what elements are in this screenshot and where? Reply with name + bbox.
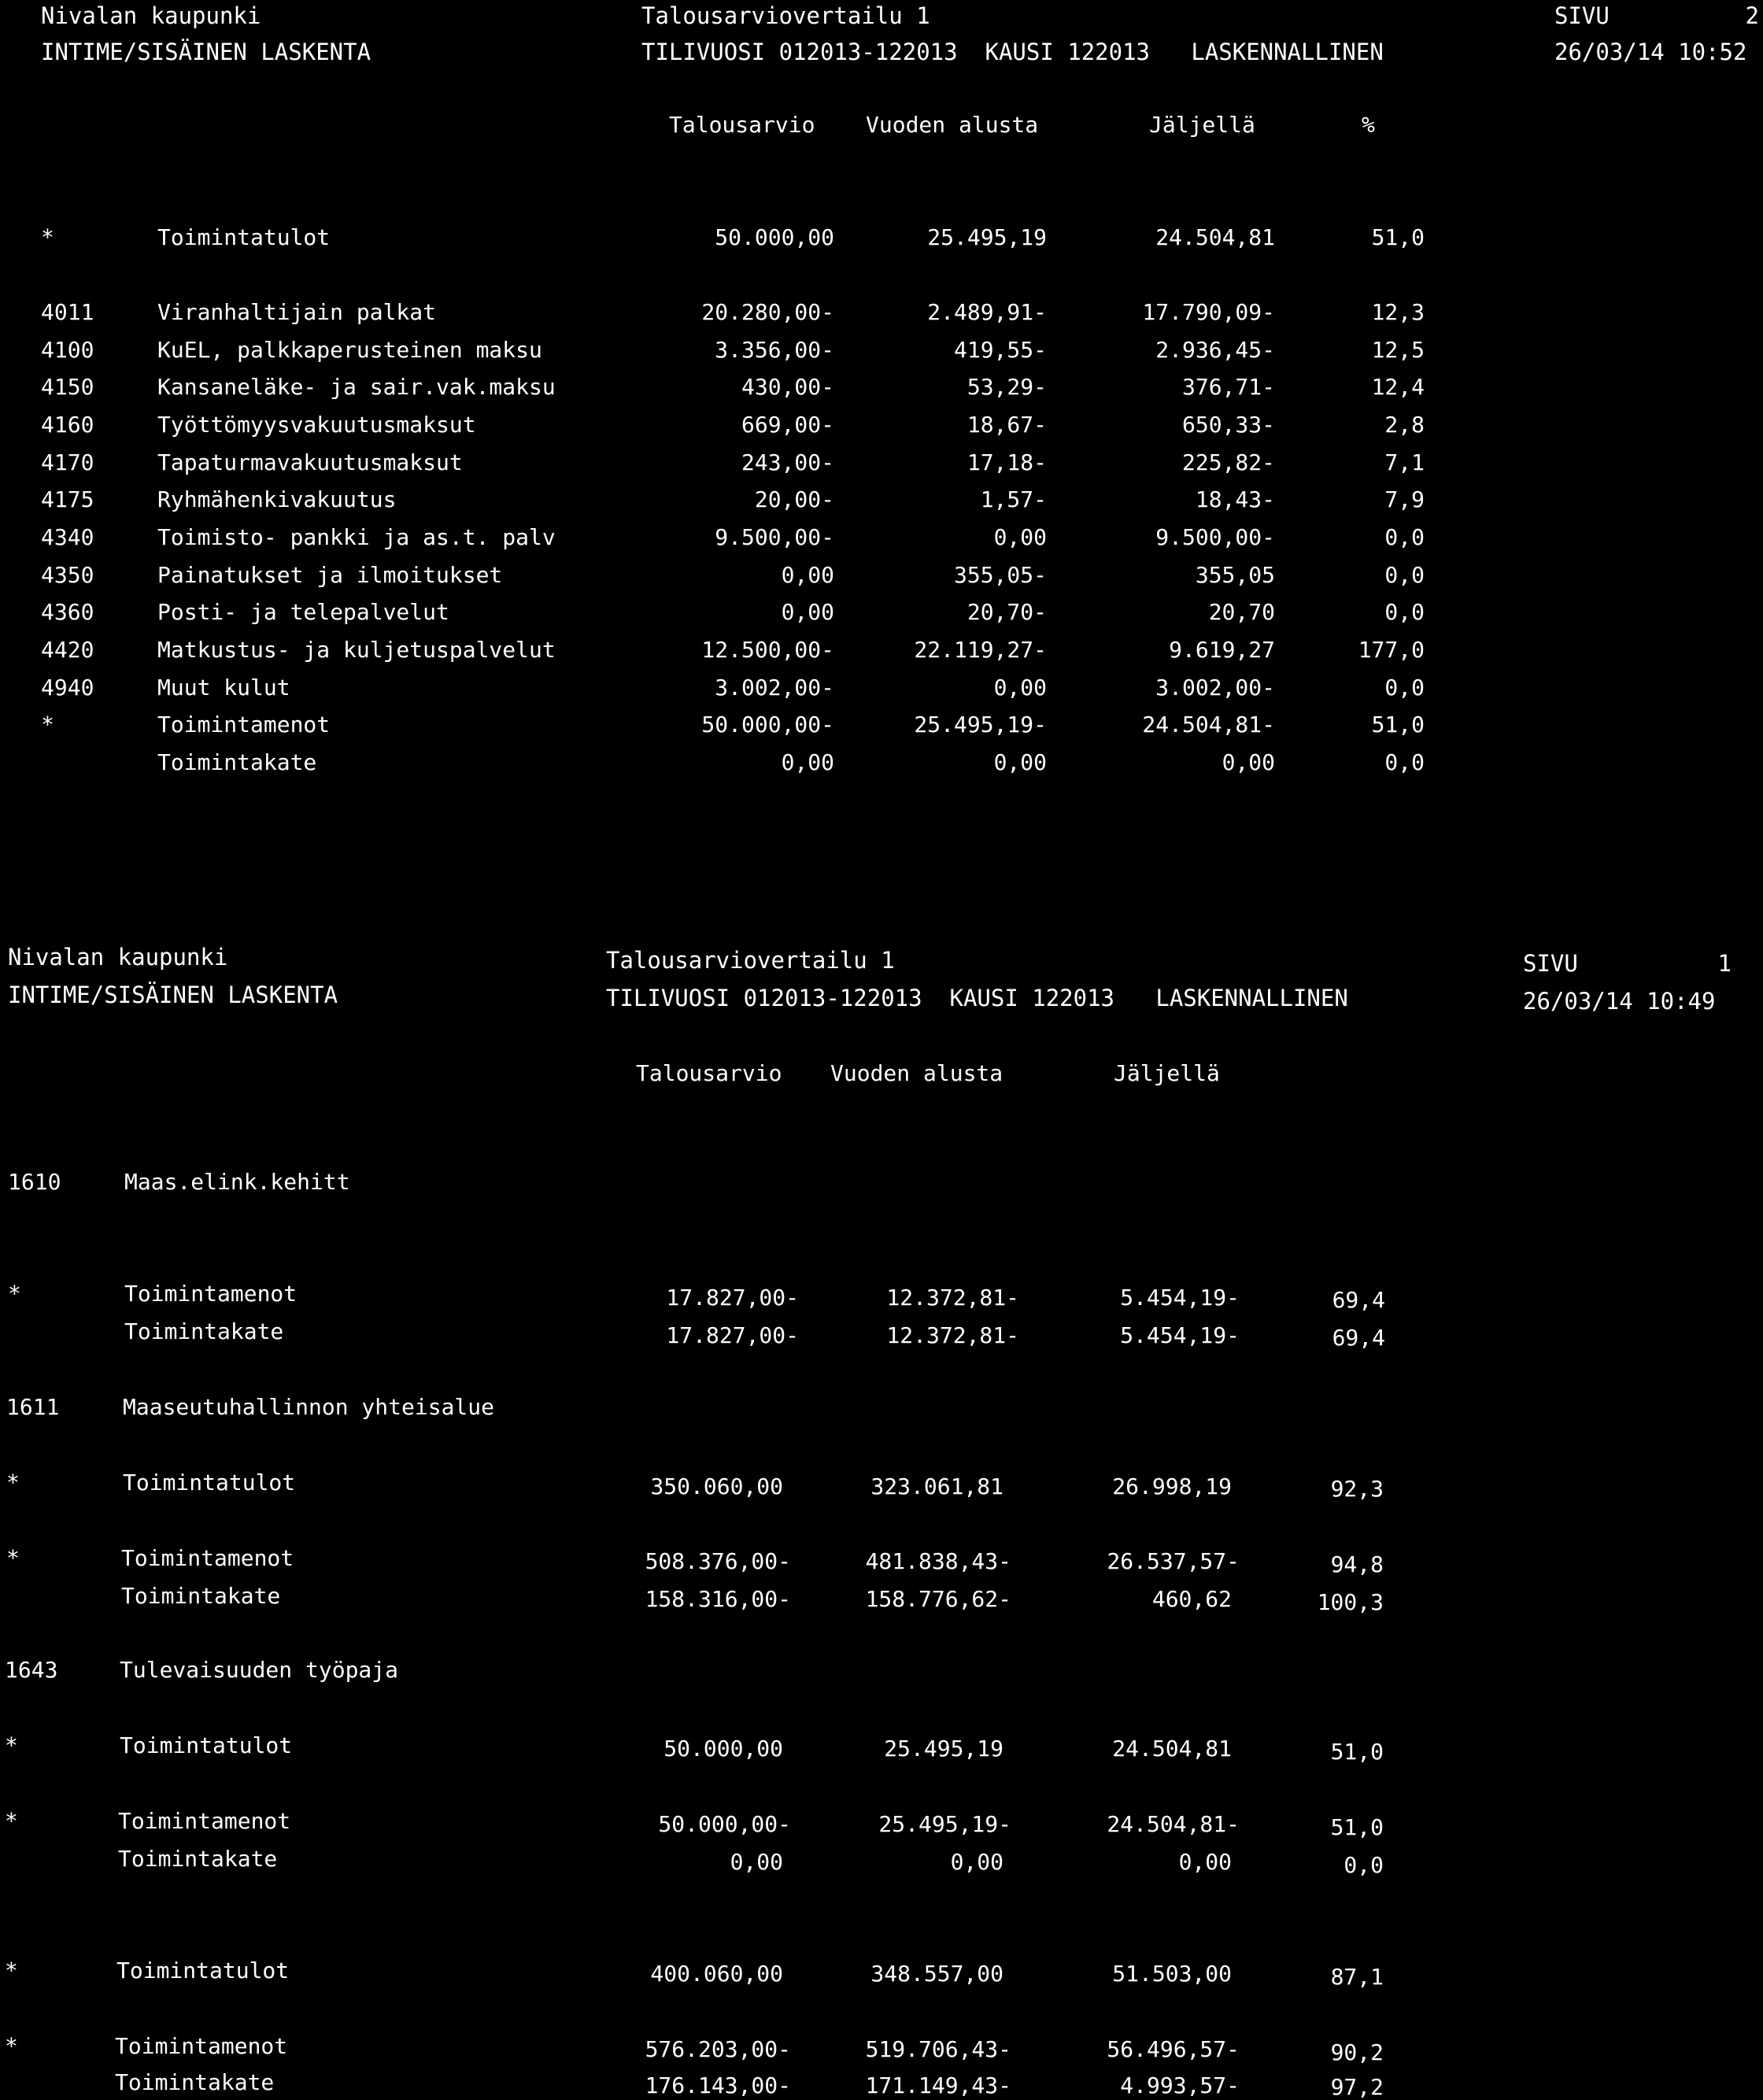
row-code: 4360 [41, 599, 94, 625]
row-budget: 12.500,00- [701, 637, 834, 663]
row-percent: 51,0 [1371, 224, 1425, 250]
row-remaining: 18,43- [1195, 486, 1275, 512]
row-percent: 7,1 [1384, 449, 1425, 475]
row-ytd: 323.061,81 [870, 1473, 1003, 1499]
row-code: 4940 [41, 675, 94, 701]
row-name: Painatukset ja ilmoitukset [157, 562, 503, 588]
row-ytd: 2.489,91- [927, 299, 1047, 325]
r2-page-number: 1 [1717, 950, 1732, 977]
row-remaining: 5.454,19- [1120, 1285, 1240, 1311]
row-code: * [5, 1958, 18, 1984]
row-ytd: 419,55- [953, 337, 1047, 363]
row-percent: 0,0 [1344, 1852, 1384, 1878]
row-name: Maaseutuhallinnon yhteisalue [123, 1394, 495, 1420]
row-percent: 0,0 [1384, 562, 1425, 588]
row-code: 4011 [41, 299, 94, 325]
r2-col-remaining: Jäljellä [1114, 1060, 1220, 1086]
row-ytd: 12.372,81- [886, 1285, 1019, 1311]
row-remaining: 3.002,00- [1155, 675, 1275, 701]
row-ytd: 158.776,62- [865, 1586, 1011, 1612]
r1-org: Nivalan kaupunki [41, 2, 261, 29]
row-name: Toimintamenot [118, 1808, 291, 1834]
row-remaining: 24.504,81- [1107, 1811, 1240, 1837]
row-code: 1643 [5, 1657, 58, 1683]
r1-col-ytd: Vuoden alusta [866, 112, 1039, 138]
row-percent: 2,8 [1384, 412, 1425, 438]
row-budget: 0,00 [781, 562, 834, 588]
row-percent: 94,8 [1330, 1551, 1384, 1577]
row-ytd: 25.495,19- [914, 712, 1047, 738]
row-budget: 430,00- [741, 374, 834, 400]
r2-dept: INTIME/SISÄINEN LASKENTA [8, 982, 338, 1008]
row-code: * [41, 224, 54, 250]
row-code: 4420 [41, 637, 94, 663]
row-name: Toimintamenot [121, 1545, 294, 1571]
row-code: 4170 [41, 449, 94, 475]
row-code: * [8, 1281, 21, 1307]
row-percent: 100,3 [1317, 1589, 1384, 1615]
row-budget: 176.143,00- [645, 2072, 791, 2098]
row-percent: 0,0 [1384, 675, 1425, 701]
row-ytd: 18,67- [967, 412, 1047, 438]
row-budget: 243,00- [741, 449, 834, 475]
row-name: Toimintatulot [157, 224, 331, 250]
row-ytd: 0,00 [993, 524, 1047, 550]
row-code: 4175 [41, 486, 94, 512]
row-budget: 508.376,00- [645, 1548, 791, 1574]
row-remaining: 9.619,27 [1169, 637, 1275, 663]
row-percent: 12,3 [1371, 299, 1425, 325]
row-name: Toimintakate [157, 749, 317, 775]
row-name: Toimintatulot [123, 1470, 296, 1496]
row-name: Toimisto- pankki ja as.t. palv [157, 524, 556, 550]
row-name: KuEL, palkkaperusteinen maksu [157, 337, 542, 363]
row-remaining: 4.993,57- [1120, 2072, 1240, 2098]
row-ytd: 17,18- [967, 449, 1047, 475]
row-budget: 9.500,00- [715, 524, 834, 550]
r2-page-label: SIVU [1523, 950, 1578, 977]
row-code: 4340 [41, 524, 94, 550]
row-percent: 0,0 [1384, 599, 1425, 625]
row-remaining: 5.454,19- [1120, 1322, 1240, 1348]
row-name: Tulevaisuuden työpaja [120, 1657, 399, 1683]
row-budget: 0,00 [781, 749, 834, 775]
row-budget: 400.060,00 [650, 1961, 783, 1987]
row-name: Maas.elink.kehitt [124, 1169, 350, 1195]
row-ytd: 12.372,81- [886, 1322, 1019, 1348]
row-name: Toimintakate [118, 1846, 278, 1872]
row-remaining: 9.500,00- [1155, 524, 1275, 550]
row-ytd: 0,00 [993, 749, 1047, 775]
r2-period: TILIVUOSI 012013-122013 KAUSI 122013 LASKENNALLINEN [606, 985, 1348, 1011]
row-percent: 12,4 [1371, 374, 1425, 400]
r1-col-budget: Talousarvio [669, 112, 815, 138]
row-percent: 7,9 [1384, 486, 1425, 512]
row-name: Toimintakate [115, 2069, 275, 2095]
row-ytd: 20,70- [967, 599, 1047, 625]
r1-period: TILIVUOSI 012013-122013 KAUSI 122013 LASKENNALLINEN [641, 39, 1384, 65]
row-name: Toimintamenot [157, 712, 331, 738]
row-code: 4150 [41, 374, 94, 400]
row-budget: 158.316,00- [645, 1586, 791, 1612]
row-name: Työttömyysvakuutusmaksut [157, 412, 476, 438]
r1-page-label: SIVU [1554, 2, 1610, 29]
r2-org: Nivalan kaupunki [8, 944, 228, 971]
row-ytd: 53,29- [967, 374, 1047, 400]
row-name: Matkustus- ja kuljetuspalvelut [157, 637, 556, 663]
row-budget: 20.280,00- [701, 299, 834, 325]
row-ytd: 355,05- [953, 562, 1047, 588]
row-remaining: 650,33- [1181, 412, 1275, 438]
row-remaining: 355,05 [1195, 562, 1275, 588]
r1-dept: INTIME/SISÄINEN LASKENTA [41, 39, 371, 65]
row-ytd: 25.495,19 [884, 1736, 1003, 1762]
row-ytd: 519.706,43- [865, 2036, 1011, 2062]
r1-page-number: 2 [1745, 2, 1759, 29]
row-percent: 97,2 [1330, 2074, 1384, 2100]
row-name: Ryhmähenkivakuutus [157, 486, 397, 512]
row-code: 4160 [41, 412, 94, 438]
row-percent: 87,1 [1330, 1964, 1384, 1990]
row-code: 4100 [41, 337, 94, 363]
row-code: * [5, 2033, 18, 2059]
row-budget: 350.060,00 [650, 1473, 783, 1499]
row-ytd: 1,57- [980, 486, 1047, 512]
row-ytd: 0,00 [950, 1849, 1003, 1875]
row-ytd: 171.149,43- [865, 2072, 1011, 2098]
row-ytd: 481.838,43- [865, 1548, 1011, 1574]
row-name: Muut kulut [157, 675, 290, 701]
row-budget: 50.000,00 [715, 224, 834, 250]
row-remaining: 24.504,81- [1142, 712, 1275, 738]
row-percent: 51,0 [1330, 1814, 1384, 1840]
row-remaining: 24.504,81 [1155, 224, 1275, 250]
row-budget: 3.356,00- [715, 337, 834, 363]
row-percent: 0,0 [1384, 524, 1425, 550]
row-ytd: 348.557,00 [870, 1961, 1003, 1987]
row-percent: 177,0 [1358, 637, 1425, 663]
row-percent: 92,3 [1330, 1476, 1384, 1502]
r1-title: Talousarviovertailu 1 [641, 2, 930, 29]
row-budget: 0,00 [730, 1849, 783, 1875]
r2-col-budget: Talousarvio [636, 1060, 782, 1086]
row-name: Toimintatulot [116, 1958, 290, 1984]
row-budget: 50.000,00- [658, 1811, 791, 1837]
row-remaining: 376,71- [1181, 374, 1275, 400]
row-budget: 17.827,00- [666, 1322, 799, 1348]
row-code: 1611 [6, 1394, 60, 1420]
r1-col-remaining: Jäljellä [1149, 112, 1255, 138]
row-remaining: 56.496,57- [1107, 2036, 1240, 2062]
row-budget: 20,00- [754, 486, 834, 512]
row-budget: 50.000,00 [663, 1736, 783, 1762]
r1-datetime: 26/03/14 10:52 [1554, 39, 1747, 65]
row-code: 4350 [41, 562, 94, 588]
row-percent: 51,0 [1371, 712, 1425, 738]
row-name: Toimintakate [124, 1318, 284, 1344]
row-budget: 3.002,00- [715, 675, 834, 701]
row-ytd: 25.495,19 [927, 224, 1047, 250]
row-remaining: 26.537,57- [1107, 1548, 1240, 1574]
row-name: Toimintatulot [120, 1732, 293, 1758]
row-ytd: 25.495,19- [878, 1811, 1011, 1837]
row-budget: 0,00 [781, 599, 834, 625]
row-budget: 669,00- [741, 412, 834, 438]
r2-datetime: 26/03/14 10:49 [1523, 988, 1716, 1015]
row-name: Posti- ja telepalvelut [157, 599, 449, 625]
row-code: * [6, 1470, 20, 1496]
row-name: Toimintamenot [115, 2033, 288, 2059]
row-remaining: 24.504,81 [1112, 1736, 1232, 1762]
row-budget: 50.000,00- [701, 712, 834, 738]
row-percent: 69,4 [1332, 1325, 1385, 1351]
row-name: Kansaneläke- ja sair.vak.maksu [157, 374, 556, 400]
row-percent: 51,0 [1330, 1739, 1384, 1765]
row-budget: 17.827,00- [666, 1285, 799, 1311]
row-code: * [5, 1732, 18, 1758]
row-code: * [5, 1808, 18, 1834]
row-code: 1610 [8, 1169, 61, 1195]
r2-col-ytd: Vuoden alusta [830, 1060, 1003, 1086]
row-percent: 12,5 [1371, 337, 1425, 363]
row-percent: 0,0 [1384, 749, 1425, 775]
row-ytd: 22.119,27- [914, 637, 1047, 663]
row-budget: 576.203,00- [645, 2036, 791, 2062]
row-code: * [6, 1545, 20, 1571]
row-name: Toimintakate [121, 1583, 281, 1609]
row-name: Tapaturmavakuutusmaksut [157, 449, 463, 475]
row-code: * [41, 712, 54, 738]
row-remaining: 17.790,09- [1142, 299, 1275, 325]
row-name: Toimintamenot [124, 1281, 298, 1307]
row-remaining: 460,62 [1151, 1586, 1232, 1612]
row-percent: 90,2 [1330, 2039, 1384, 2065]
row-name: Viranhaltijain palkat [157, 299, 437, 325]
row-remaining: 0,00 [1178, 1849, 1232, 1875]
row-percent: 69,4 [1332, 1287, 1385, 1313]
row-remaining: 2.936,45- [1155, 337, 1275, 363]
r1-col-percent: % [1362, 112, 1375, 138]
r2-title: Talousarviovertailu 1 [606, 947, 895, 974]
row-remaining: 20,70 [1208, 599, 1275, 625]
row-ytd: 0,00 [993, 675, 1047, 701]
row-remaining: 26.998,19 [1112, 1473, 1232, 1499]
row-remaining: 0,00 [1222, 749, 1275, 775]
row-remaining: 51.503,00 [1112, 1961, 1232, 1987]
row-remaining: 225,82- [1181, 449, 1275, 475]
